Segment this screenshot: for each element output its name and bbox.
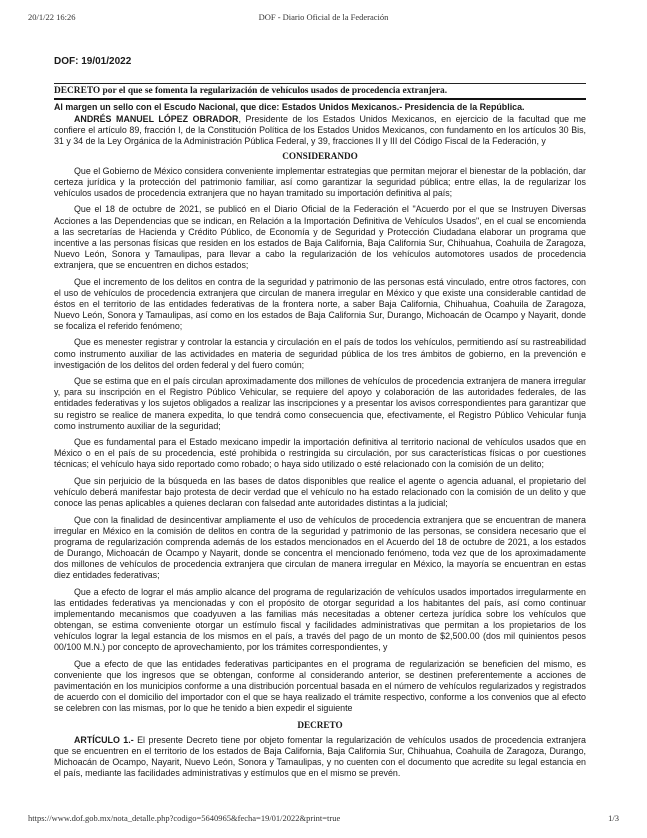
margin-note: Al margen un sello con el Escudo Nacional, que dice: Estados Unidos Mexicanos.- Presidencia de la República. [54, 102, 525, 113]
considerando-paragraph: Que el incremento de los delitos en contra de la seguridad y patrimonio de las personas está vinculado, entre otros factores, con el uso de vehículos de procedencia extranjera que circulan de manera irregular en México y que existe una considerable cantidad de éstos en el territorio de las entidades federativas de la frontera norte, a saber Baja California, Chihuahua, Coahuila de Zaragoza, Nuevo León, Sonora y Tamaulipas, así como en los estados de Baja California Sur, Durango, Michoacán de Ocampo y Nayarit, donde se focaliza el referido fenómeno; [54, 276, 586, 331]
considerando-paragraph: Que a efecto de lograr el más amplio alcance del programa de regularización de vehículos usados importados irregularmente en las entidades federativas ya mencionadas y con el propósito de otorgar seguridad a los habitantes del país, así como continuar implementando mecanismos que coadyuven a las familias más necesitadas a obtener certeza jurídica sobre los vehículos que obtengan, se estima conveniente otorgar un estímulo fiscal y facilidades administrativas que permitan a los propietarios de los vehículos lograr la legal estancia de los mismos en el país, a través del pago de un monto de $2,500.00 (dos mil quinientos pesos 00/100 M.N.) por concepto de aprovechamiento, por los trámites correspondientes, y [54, 586, 586, 653]
print-header [28, 12, 619, 24]
considerando-paragraph: Que se estima que en el país circulan aproximadamente dos millones de vehículos de procedencia extranjera de manera irregular y, para su inscripción en el Registro Público Vehicular, se requiere del apoyo y colaboración de las autoridades federales, de las entidades federativas y los sujetos obligados a realizar las inscripciones y a presentar los avisos correspondientes para garantizar que su registro se realice de manera expedita, lo que tendrá como consecuencia que, efectivamente, el Registro Público Vehicular funja como instrumento auxiliar de la seguridad; [54, 376, 586, 431]
print-datetime: 20/1/22 16:26 [28, 12, 76, 22]
print-footer [28, 813, 619, 825]
document-body [54, 44, 586, 785]
title-bottom-rule [54, 98, 586, 100]
considerando-paragraph: Que el Gobierno de México considera conveniente implementar estrategias que permitan mejorar el bienestar de la población, dar certeza jurídica y la protección del patrimonio familiar, así como garantizar la seguridad pública; entre ellas, la de regularizar los vehículos usados de procedencia extranjera que no hayan tramitado su importación definitiva al país; [54, 165, 586, 198]
page-number: 1/3 [608, 813, 619, 823]
considerando-paragraph: Que el 18 de octubre de 2021, se publicó en el Diario Oficial de la Federación el "Acuerdo por el que se Instruyen Diversas Acciones a las Dependencias que se indican, en Relación a la Importación Definitiva de Vehículos Usados", en el cual se encomienda a las secretarías de Hacienda y Crédito Público, de Economía y de Seguridad y Protección Ciudadana elaborar un programa que incentive a las personas físicas que residen en los estados de Baja California, Baja California Sur, Chihuahua, Coahuila de Zaragoza, Nuevo León, Sonora y Tamaulipas, para llevar a cabo la regularización de los vehículos automotores usados de procedencia extranjera, que se encuentren en dichos estados; [54, 204, 586, 270]
considerando-heading: CONSIDERANDO [282, 150, 358, 161]
article-1-label: ARTÍCULO 1.- [74, 734, 134, 745]
considerando-paragraph: Que con la finalidad de desincentivar ampliamente el uso de vehículos de procedencia extranjera que se encuentran de manera irregular en México en la comisión de delitos en contra de la seguridad y patrimonio de las personas, se considera necesario que el programa de regularización comprenda además de los estados mencionados en el Acuerdo del 18 de octubre de 2021, a los estados de Durango, Michoacán de Ocampo y Nayarit, donde se concentra el mencionado fenómeno, toda vez que de los aproximadamente dos millones de vehículos de procedencia extranjera que circulan de manera irregular en México, la mayoría se encuentran en estas diez entidades federativas; [54, 514, 586, 581]
considerando-paragraph: Que es menester registrar y controlar la estancia y circulación en el país de todos los vehículos, permitiendo así su rastreabilidad como instrumento auxiliar de las actividades en materia de seguridad pública de los tres ámbitos de gobierno, en la prevención e investigación de los delitos del orden federal y del fuero común; [54, 337, 586, 370]
page-url[interactable]: https://www.dof.gob.mx/nota_detalle.php?codigo=5640965&fecha=19/01/2022&print=true [28, 813, 341, 823]
considerando-paragraph: Que sin perjuicio de la búsqueda en las bases de datos disponibles que realice el agente o agencia aduanal, el propietario del vehículo deberá manifestar bajo protesta de decir verdad que el vehículo no ha estado relacionado con la comisión de un delito y que conoce las penas aplicables a quienes declaran con falsedad ante autoridades distintas a la judicial; [54, 476, 586, 509]
article-1-paragraph [54, 735, 586, 779]
intro-text: , Presidente de los Estados Unidos Mexicanos, en ejercicio de la facultad que me confiere el artículo 89, fracción I, de la Constitución Política de los Estados Unidos Mexicanos, con fundamento en los artículos 30 Bis, 31 y 34 de la Ley Orgánica de la Administración Pública Federal, y 39, fracciones II y III del Código Fiscal de la Federación, y [54, 114, 586, 147]
decreto-heading: DECRETO [297, 719, 343, 730]
president-name: ANDRÉS MANUEL LÓPEZ OBRADOR [74, 114, 239, 125]
print-site-title: DOF - Diario Oficial de la Federación [258, 12, 389, 22]
considerando-paragraph: Que es fundamental para el Estado mexicano impedir la importación definitiva al territorio nacional de vehículos usados que en México o en el país de su procedencia, esté prohibida o restringida su circulación, por sus características físicas o por cuestiones técnicas; el vehículo haya sido reportado como robado; o haya sido utilizado o esté relacionado con la comisión de un delito; [54, 437, 586, 470]
intro-paragraph [54, 114, 586, 147]
title-top-rule [54, 83, 586, 84]
article-1-text: El presente Decreto tiene por objeto fomentar la regularización de vehículos usados de procedencia extranjera que se encuentren en el territorio de los estados de Baja California, Baja California Sur, Chihuahua, Coahuila de Zaragoza, Durango, Michoacán de Ocampo, Nayarit, Nuevo León, Sonora y Tamaulipas, y no cuenten con el documento que acredite su legal estancia en el país, mediante las facilidades administrativas y estímulos que en el mismo se prevén. [54, 734, 586, 779]
dof-date: DOF: 19/01/2022 [54, 56, 132, 67]
decree-title: DECRETO por el que se fomenta la regularización de vehículos usados de procedencia extranjera. [54, 86, 448, 97]
considerando-paragraph: Que a efecto de que las entidades federativas participantes en el programa de regularización se beneficien del mismo, es conveniente que los ingresos que se obtengan, conforme al considerando anterior, se destinen preferentemente a acciones de pavimentación en los municipios conforme a una distribución porcentual basada en el número de vehículos regularizados y registrados de acuerdo con el domicilio del importador con el que se haya realizado el trámite respectivo, conforme a los convenios que al efecto se celebren con las mismas, por lo que he tenido a bien expedir el siguiente [54, 658, 586, 714]
